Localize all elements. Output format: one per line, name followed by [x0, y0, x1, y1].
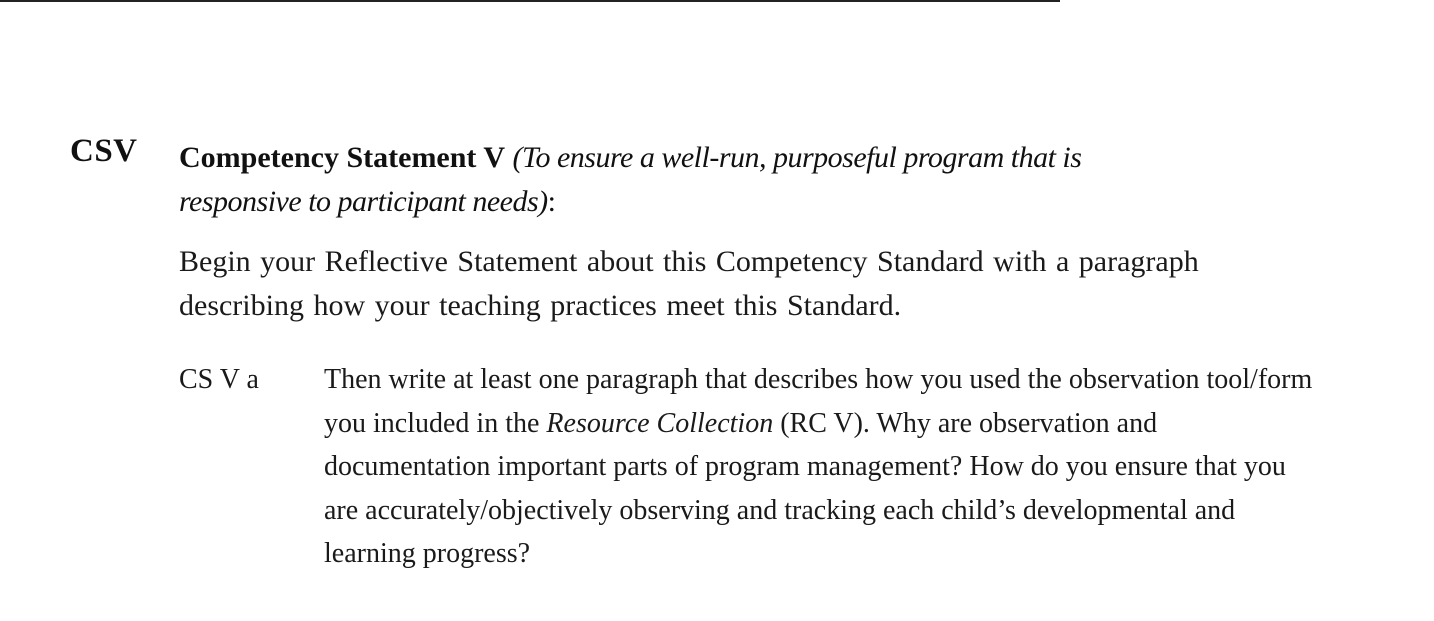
subsection-text-before: Then write at least one paragraph that describes how you used the observation tool/form you included in the [324, 364, 1313, 439]
subsection-text-after: (RC V). Why are observation and documentation important parts of program management? How do you ensure that you are accurately/objectively observing and tracking each child’s developmental and learning progress? [324, 407, 1286, 569]
section-title-suffix: : [547, 185, 556, 218]
subsection-paragraph [324, 358, 1324, 576]
section-code: CSV [70, 133, 138, 169]
resource-collection-title: Resource Collection [546, 407, 774, 439]
section-heading [179, 136, 1179, 224]
section-description: (To ensure a well-run, purposeful program that is responsive to participant needs) [179, 141, 1082, 218]
subsection-code: CS V a [179, 364, 259, 395]
section-title: Competency Statement V [179, 141, 506, 174]
intro-paragraph: Begin your Reflective Statement about this Competency Standard with a paragraph describing how your teaching practices meet this Standard. [179, 245, 1199, 322]
top-rule [0, 0, 1060, 2]
